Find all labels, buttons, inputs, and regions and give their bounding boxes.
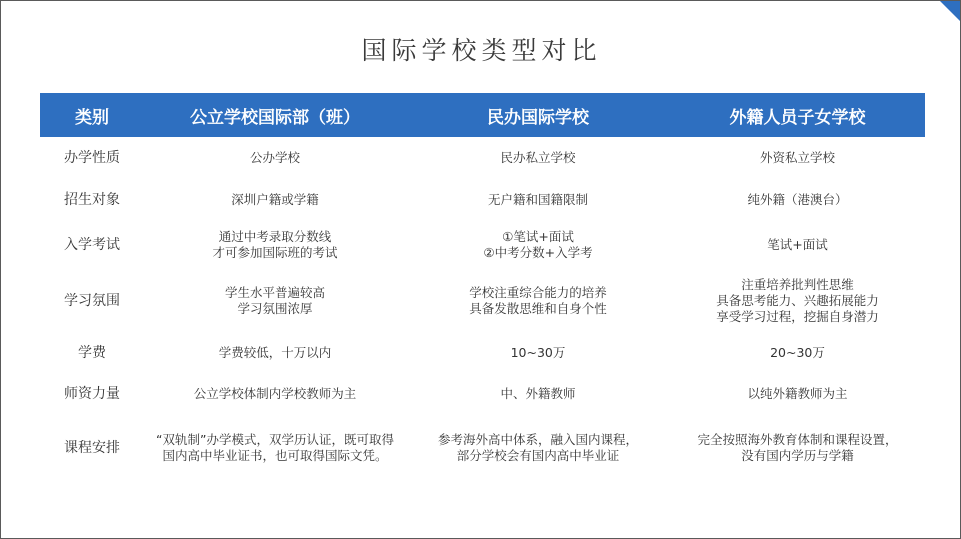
cell-text-line: 无户籍和国籍限制 <box>487 192 588 207</box>
cell-text-line: 10~30万 <box>510 345 566 360</box>
table-cell <box>670 269 925 333</box>
table-cell <box>406 415 670 481</box>
cell-text-line: 具备发散思维和自身个性 <box>469 301 607 316</box>
cell-text-line: 学校注重综合能力的培养 <box>469 285 607 300</box>
table-cell <box>406 373 670 415</box>
header-private-school: 民办国际学校 <box>406 93 670 137</box>
cell-text-line: ①笔试+面试 <box>502 229 574 244</box>
cell-text-line: 笔试+面试 <box>767 237 828 252</box>
cell-text-line: 深圳户籍或学籍 <box>231 192 319 207</box>
cell-text-line: 国内高中毕业证书，也可取得国际文凭。 <box>162 448 388 463</box>
page-title: 国际学校类型对比 <box>361 36 602 65</box>
row-label: 学习氛围 <box>64 293 120 309</box>
table-cell <box>144 137 406 179</box>
cell-text-line: 学习氛围浓厚 <box>237 301 313 316</box>
cell-text-line: 注重培养批判性思维 <box>741 277 854 292</box>
cell-text-line: 学生水平普遍较高 <box>224 285 325 300</box>
cell-text-line: 才可参加国际班的考试 <box>212 245 338 260</box>
header-public-school: 公立学校国际部（班） <box>144 93 406 137</box>
table-row <box>40 333 925 373</box>
row-label: 招生对象 <box>64 192 120 208</box>
cell-text-line: 没有国内学历与学籍 <box>741 448 854 463</box>
table-row <box>40 415 925 481</box>
table-row <box>40 179 925 221</box>
row-label: 学费 <box>78 345 106 361</box>
cell-text-line: 公办学校 <box>249 150 300 165</box>
header-foreign-school: 外籍人员子女学校 <box>670 93 925 137</box>
table-cell <box>406 221 670 269</box>
cell-text-line: ②中考分数+入学考 <box>483 245 593 260</box>
header-category: 类别 <box>40 93 144 137</box>
table-header-row <box>40 93 925 137</box>
table-row <box>40 221 925 269</box>
cell-text-line: 享受学习过程，挖掘自身潜力 <box>716 309 879 324</box>
cell-text-line: 学费较低，十万以内 <box>218 345 332 360</box>
table-cell <box>144 179 406 221</box>
cell-text-line: 通过中考录取分数线 <box>218 229 332 244</box>
table-row <box>40 373 925 415</box>
table-cell <box>406 269 670 333</box>
row-label: 办学性质 <box>64 150 120 166</box>
table-cell <box>670 179 925 221</box>
table-cell <box>670 415 925 481</box>
cell-text-line: 部分学校会有国内高中毕业证 <box>456 448 620 463</box>
table-cell <box>144 415 406 481</box>
cell-text-line: 完全按照海外教育体制和课程设置， <box>697 432 898 447</box>
row-label: 入学考试 <box>64 237 120 253</box>
cell-text-line: 参考海外高中体系，融入国内课程， <box>437 432 638 447</box>
cell-text-line: 外资私立学校 <box>759 150 835 165</box>
table-cell <box>406 179 670 221</box>
table-cell <box>144 333 406 373</box>
table-cell <box>406 137 670 179</box>
table-row <box>40 269 925 333</box>
row-label: 师资力量 <box>64 386 120 402</box>
table-body <box>40 137 925 481</box>
table-cell <box>406 333 670 373</box>
table-cell <box>670 333 925 373</box>
cell-text-line: 纯外籍（港澳台） <box>747 192 848 207</box>
table-cell <box>670 221 925 269</box>
cell-text-line: “双轨制”办学模式，双学历认证，既可取得 <box>156 432 394 447</box>
cell-text-line: 具备思考能力、兴趣拓展能力 <box>716 293 879 308</box>
table-cell <box>144 221 406 269</box>
cell-text-line: 中、外籍教师 <box>500 386 576 401</box>
cell-text-line: 民办私立学校 <box>500 150 576 165</box>
cell-text-line: 公立学校体制内学校教师为主 <box>193 386 357 401</box>
row-label: 课程安排 <box>64 440 120 456</box>
table-cell <box>144 269 406 333</box>
comparison-table <box>40 93 925 481</box>
table-cell <box>670 137 925 179</box>
cell-text-line: 以纯外籍教师为主 <box>747 386 848 401</box>
table-cell <box>144 373 406 415</box>
cell-text-line: 20~30万 <box>770 345 825 360</box>
table-cell <box>670 373 925 415</box>
table-row <box>40 137 925 179</box>
